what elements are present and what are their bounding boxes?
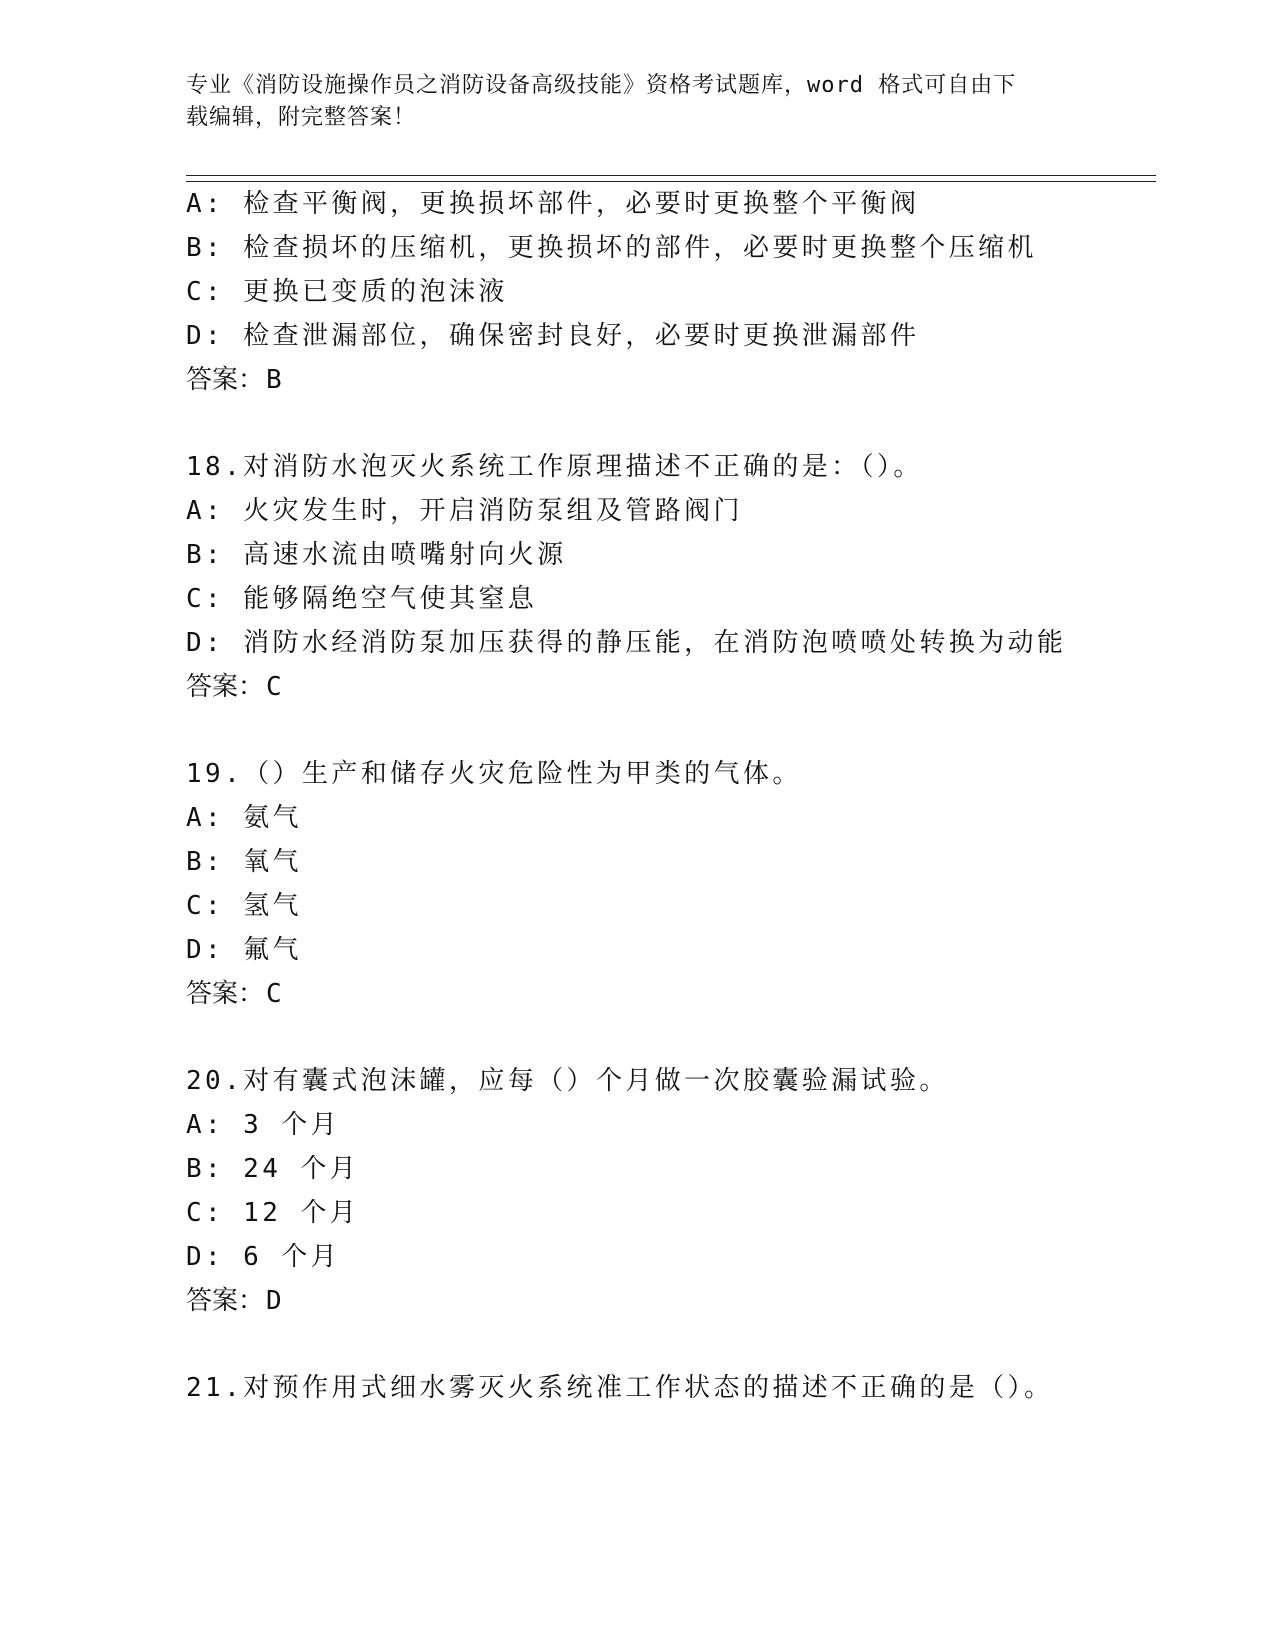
header-divider-top	[186, 175, 1156, 176]
q20-answer-value: D	[266, 1286, 282, 1316]
q19-option-a: A: 氨气	[186, 803, 302, 833]
q19-option-b: B: 氧气	[186, 847, 302, 877]
q20-option-d: D: 6 个月	[186, 1242, 341, 1272]
q19-option-c: C: 氢气	[186, 891, 302, 921]
header-line-2: 载编辑，附完整答案！	[186, 105, 417, 130]
q20-answer-label: 答案：	[186, 1286, 265, 1316]
q17-option-c: C: 更换已变质的泡沫液	[186, 277, 508, 307]
q21-stem: 21.对预作用式细水雾灭火系统准工作状态的描述不正确的是（）。	[186, 1373, 1054, 1403]
q18-option-a: A: 火灾发生时，开启消防泵组及管路阀门	[186, 496, 743, 526]
q19-option-d: D: 氟气	[186, 935, 302, 965]
q20-option-b: B: 24 个月	[186, 1154, 360, 1184]
q18-option-c: C: 能够隔绝空气使其窒息	[186, 584, 538, 614]
q19-answer-label: 答案：	[186, 979, 265, 1009]
q20-option-a: A: 3 个月	[186, 1110, 341, 1140]
header-divider-bottom	[186, 181, 1156, 182]
q17-answer	[186, 364, 282, 396]
q19-answer	[186, 978, 282, 1010]
q19-stem: 19.（）生产和储存火灾危险性为甲类的气体。	[186, 759, 802, 789]
q17-option-d: D: 检查泄漏部位，确保密封良好，必要时更换泄漏部件	[186, 321, 920, 351]
q18-answer-value: C	[266, 672, 282, 702]
q18-option-d: D: 消防水经消防泵加压获得的静压能，在消防泡喷喷处转换为动能	[186, 628, 1067, 658]
q18-option-b: B: 高速水流由喷嘴射向火源	[186, 540, 567, 570]
q18-answer	[186, 671, 282, 703]
q17-answer-value: B	[266, 365, 282, 395]
q18-answer-label: 答案：	[186, 672, 265, 702]
q18-stem: 18.对消防水泡灭火系统工作原理描述不正确的是：（）。	[186, 452, 923, 482]
q20-answer	[186, 1285, 282, 1317]
q17-option-a: A: 检查平衡阀，更换损坏部件，必要时更换整个平衡阀	[186, 189, 920, 219]
q17-option-b: B: 检查损坏的压缩机，更换损坏的部件，必要时更换整个压缩机	[186, 233, 1037, 263]
q20-option-c: C: 12 个月	[186, 1198, 360, 1228]
q17-answer-label: 答案：	[186, 365, 265, 395]
q19-answer-value: C	[266, 979, 282, 1009]
document-header	[186, 70, 1066, 134]
q20-stem: 20.对有囊式泡沫罐，应每（）个月做一次胶囊验漏试验。	[186, 1066, 949, 1096]
header-line-1: 专业《消防设施操作员之消防设备高级技能》资格考试题库，word 格式可自由下	[186, 73, 1017, 98]
